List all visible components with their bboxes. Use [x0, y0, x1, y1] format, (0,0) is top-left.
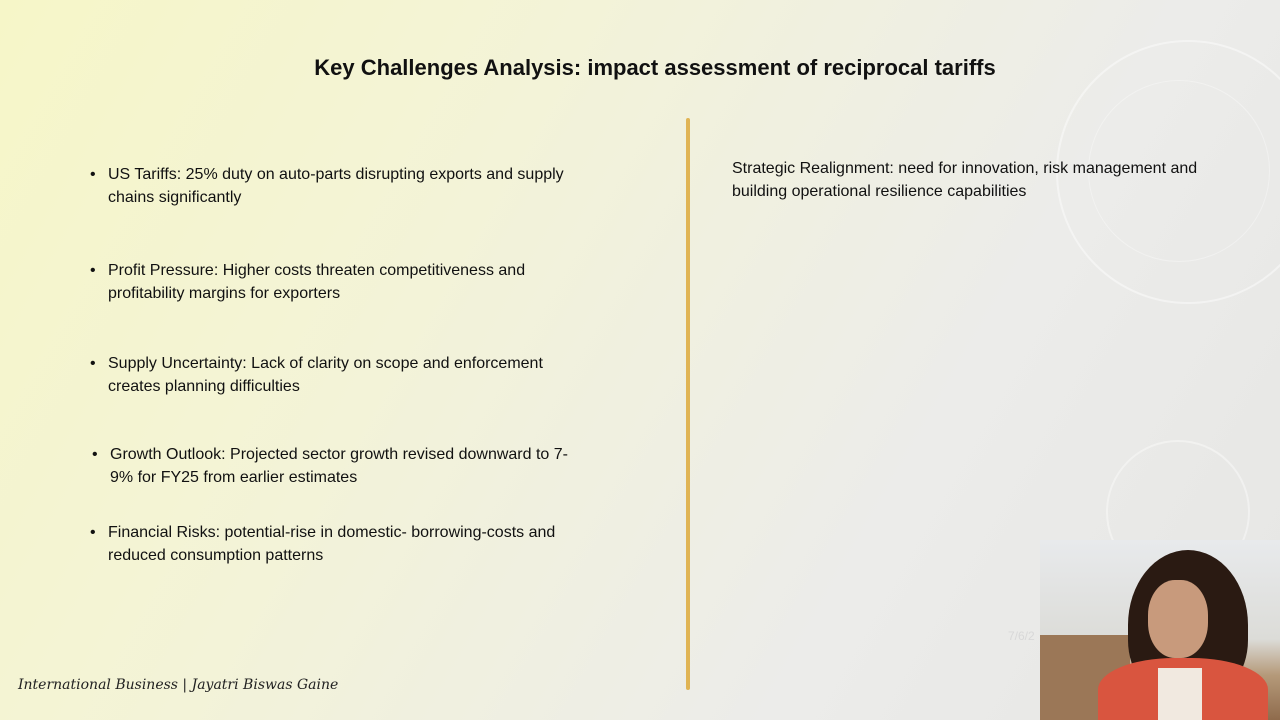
bullet-dot-icon: •: [90, 166, 96, 183]
slide-footer: International Business | Jayatri Biswas Gaine: [18, 677, 339, 693]
bullet-text: Supply Uncertainty: Lack of clarity on scope and enforcement creates planning difficulties: [108, 355, 543, 395]
bullet-item: [90, 521, 568, 567]
bullet-item: [92, 443, 570, 489]
bullet-dot-icon: •: [90, 262, 96, 279]
bullet-dot-icon: •: [92, 446, 98, 463]
bullet-text: Profit Pressure: Higher costs threaten competitiveness and profitability margins for exporters: [108, 262, 526, 302]
right-column-text: Strategic Realignment: need for innovation, risk management and building operational resilience capabilities: [732, 160, 1198, 200]
bullet-item: [90, 163, 568, 209]
bullet-text: Growth Outlook: Projected sector growth revised downward to 7-9% for FY25 from earlier estimates: [110, 446, 568, 486]
slide-title: Key Challenges Analysis: impact assessment of reciprocal tariffs: [314, 55, 996, 80]
bullet-dot-icon: •: [90, 355, 96, 372]
slide-date: 7/6/2: [1008, 629, 1035, 643]
presenter-shirt: [1158, 668, 1202, 720]
bullet-item: [90, 352, 568, 398]
bullet-item: [90, 259, 568, 305]
presenter-face: [1148, 580, 1208, 658]
column-divider: [686, 118, 690, 690]
bullet-text: US Tariffs: 25% duty on auto-parts disrupting exports and supply chains significantly: [108, 166, 564, 206]
presenter-webcam-overlay: [1040, 540, 1280, 720]
bullet-text: Financial Risks: potential-rise in domestic- borrowing-costs and reduced consumption patterns: [108, 524, 556, 564]
bullet-dot-icon: •: [90, 524, 96, 541]
